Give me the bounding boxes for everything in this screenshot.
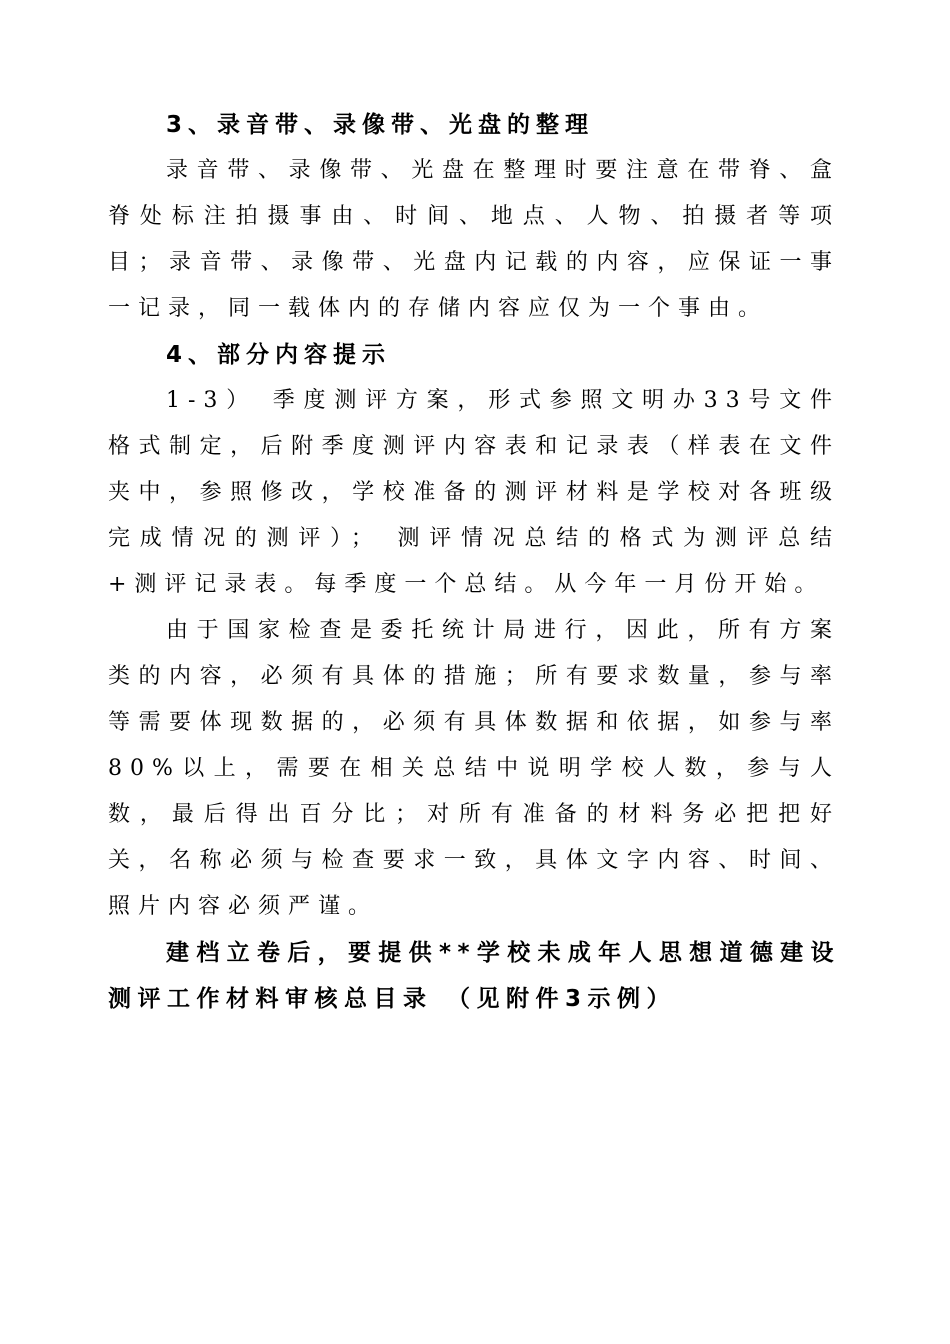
paragraph-archive-catalog: 建档立卷后，要提供**学校未成年人思想道德建设测评工作材料审核总目录 （见附件3示例）: [108, 940, 840, 1012]
paragraph-tape-disc-organizing: 录音带、录像带、光盘在整理时要注意在带脊、盒脊处标注拍摄事由、时间、地点、人物、拍摄者等项目；录音带、录像带、光盘内记载的内容，应保证一事一记录，同一载体内的存储内容应仅为一个事由。: [108, 158, 840, 321]
document-body: [108, 102, 840, 1022]
section-heading-3: 3、录音带、录像带、光盘的整理: [166, 112, 595, 138]
paragraph-national-inspection: 由于国家检查是委托统计局进行，因此，所有方案类的内容，必须有具体的措施；所有要求数量，参与率等需要体现数据的，必须有具体数据和依据，如参与率80%以上，需要在相关总结中说明学校人数，参与人数，最后得出百分比；对所有准备的材料务必把把好关，名称必须与检查要求一致，具体文字内容、时间、照片内容必须严谨。: [108, 618, 840, 919]
section-heading-4: 4、部分内容提示: [166, 342, 392, 368]
paragraph-quarterly-evaluation: 1-3） 季度测评方案，形式参照文明办33号文件格式制定，后附季度测评内容表和记录表（样表在文件夹中，参照修改，学校准备的测评材料是学校对各班级完成情况的测评）； 测评情况总结的格式为测评总结+测评记录表。每季度一个总结。从今年一月份开始。: [108, 388, 840, 597]
